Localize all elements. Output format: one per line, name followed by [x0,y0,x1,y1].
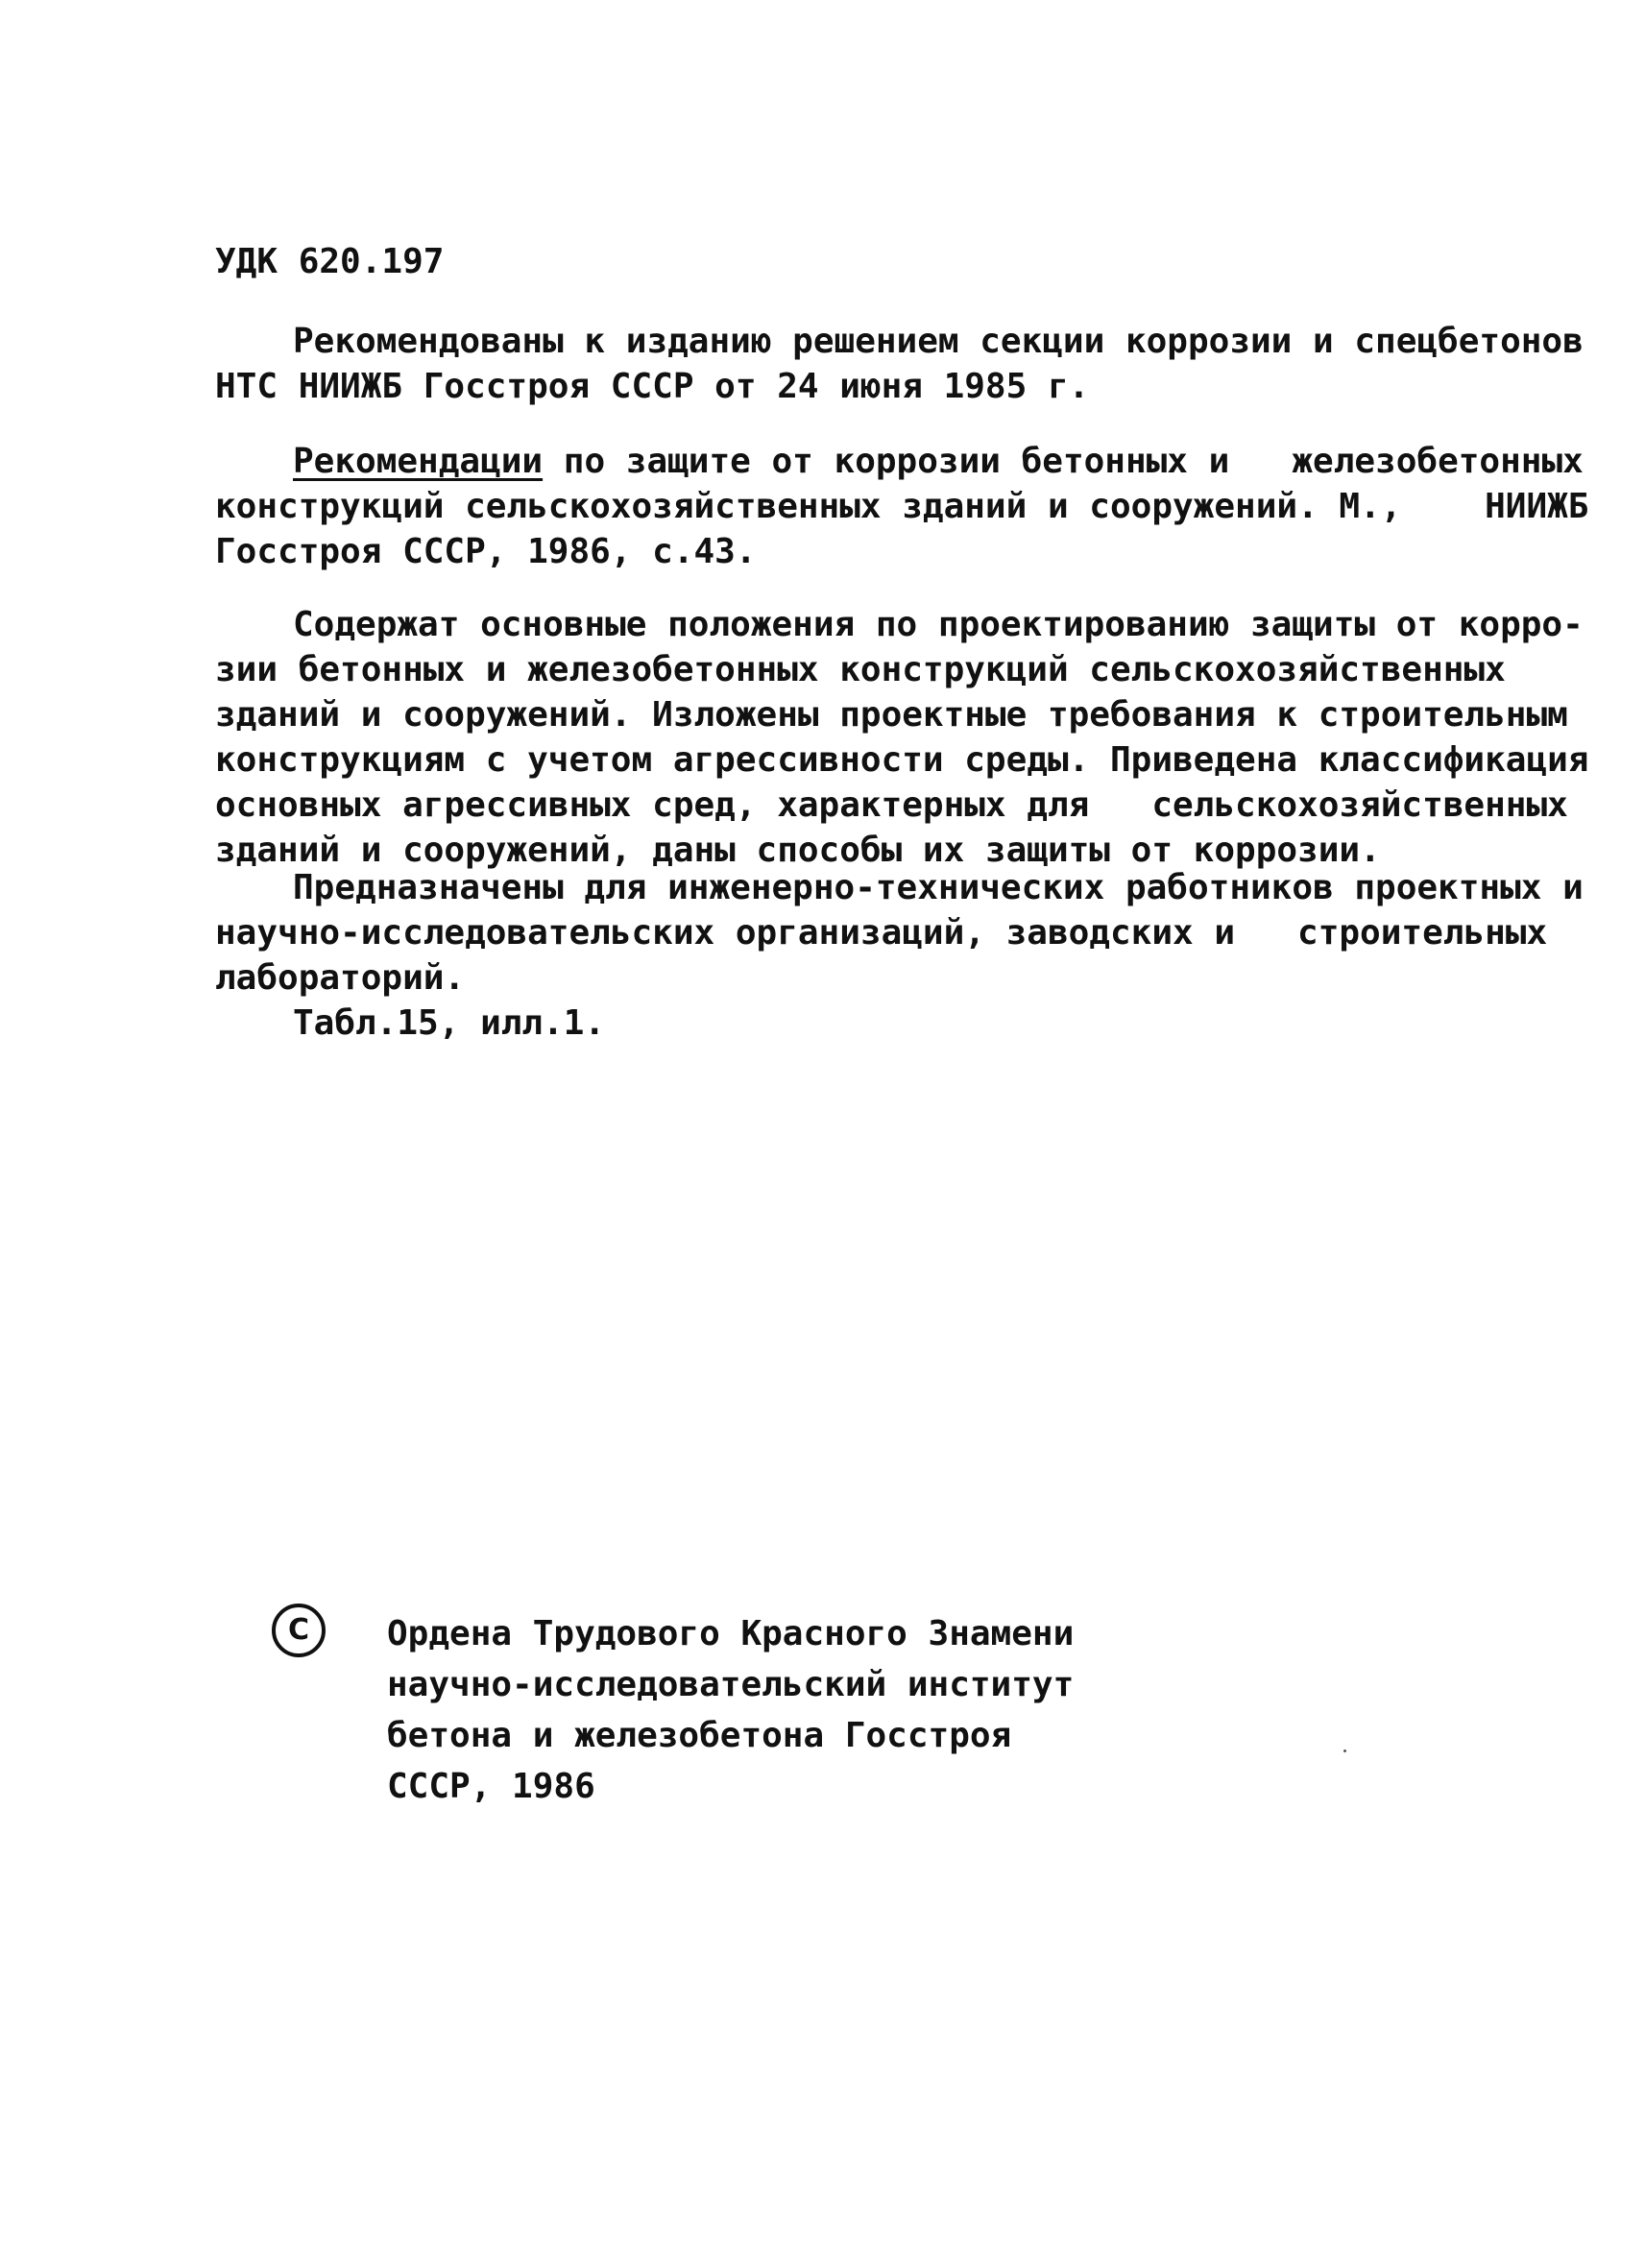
abstract-line: зданий и сооружений, даны способы их защиты от коррозии. [215,831,1381,870]
recommendation-line-2: НТС НИИЖБ Госстроя СССР от 24 июня 1985 г. [215,367,1090,406]
audience-line: научно-исследовательских организаций, заводских и строительных [215,913,1548,953]
abstract-line: зданий и сооружений. Изложены проектные требования к строительным [215,695,1568,735]
citation-line-1 [293,440,1584,484]
publisher-line: СССР, 1986 [387,1767,595,1806]
citation-title-word: Рекомендации [293,442,544,481]
publisher-line: Ордена Трудового Красного Знамени [387,1614,1075,1653]
publisher-line: научно-исследовательский институт [387,1665,1075,1704]
scan-speck [1343,1749,1346,1752]
citation-line-2: конструкций сельскохозяйственных зданий и сооружений. М., НИИЖБ [215,487,1589,526]
publisher-line: бетона и железобетона Госстроя [387,1716,1012,1755]
citation-line-1-rest: по защите от коррозии бетонных и железобетонных [543,442,1584,481]
recommendation-line-1: Рекомендованы к изданию решением секции коррозии и спецбетонов [293,322,1584,361]
abstract-line: Содержат основные положения по проектированию защиты от корро- [293,605,1584,644]
audience-line: лабораторий. [215,958,466,998]
audience-line: Предназначены для инженерно-технических работников проектных и [293,868,1584,907]
citation-line-3: Госстроя СССР, 1986, с.43. [215,532,757,571]
abstract-line: основных агрессивных сред, характерных для сельскохозяйственных [215,785,1568,825]
tables-illustrations-note: Табл.15, илл.1. [293,1003,606,1043]
udk-code: УДК 620.197 [215,242,445,281]
abstract-line: зии бетонных и железобетонных конструкций сельскохозяйственных [215,650,1506,689]
abstract-line: конструкциям с учетом агрессивности среды. Приведена классификация [215,740,1589,780]
copyright-icon: С [272,1604,326,1657]
